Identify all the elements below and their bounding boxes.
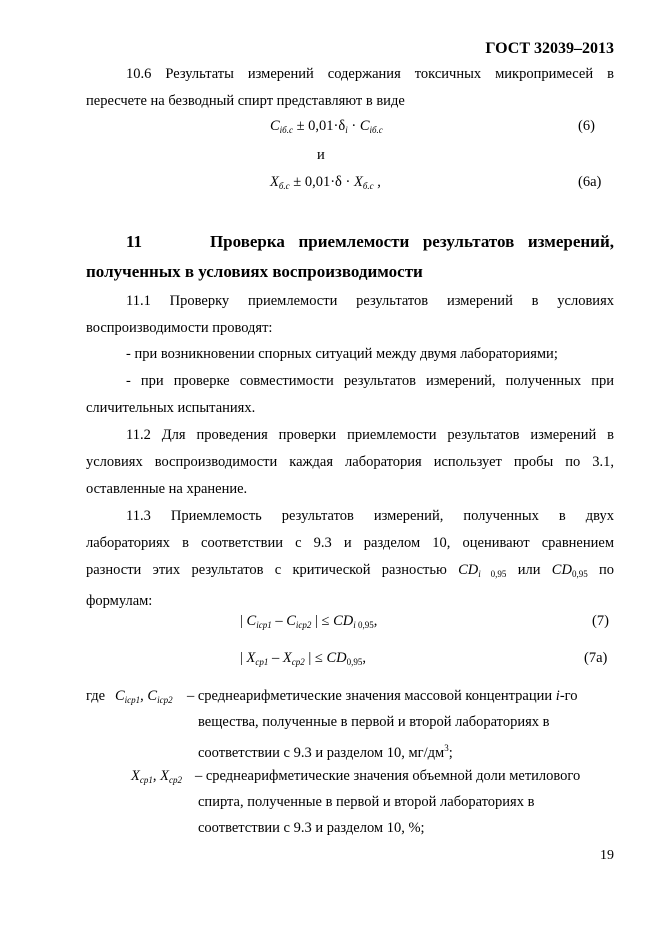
formula-6a-number: (6а) — [578, 174, 602, 190]
definition-2-line2: спирта, полученные в первой и второй лабораториях в — [198, 794, 535, 810]
definition-2-line1: – среднеарифметические значения объемной доли метилового — [195, 768, 581, 784]
definition-1-line1: – среднеарифметические значения массовой концентрации i-го — [187, 688, 578, 704]
where-lead: где — [86, 688, 106, 704]
list-item-disputes-text: - при возникновении спорных ситуаций между двумя лабораториями; — [126, 346, 558, 362]
definition-1-line3-text: соответствии с 9.3 и разделом 10, мг/дм — [198, 744, 445, 761]
definition-1-line2: вещества, полученные в первой и второй лабораториях в — [198, 714, 550, 730]
paragraph-11-1-line2: воспроизводимости проводят: — [86, 320, 273, 336]
definition-2-line3: соответствии с 9.3 и разделом 10, %; — [198, 820, 425, 836]
paragraph-11-3-line3-text: разности этих результатов с критической разностью — [86, 562, 447, 578]
paragraph-11-2-line1: 11.2 Для проведения проверки приемлемости результатов измерений в — [126, 427, 614, 443]
formula-6a: $X_{б.с} \pm 0,01\cdot\delta \cdot X_{б.с}$ , — [270, 174, 381, 191]
definition-2-symbols: $X_{cp1}$, $X_{cp2}$ — [131, 768, 182, 785]
list-item-compatibility-line1: - при проверке совместимости результатов измерений, полученных при — [126, 373, 614, 389]
paragraph-11-2-line2: условиях воспроизводимости каждая лаборатория использует пробы по 3.1, — [86, 454, 614, 470]
section-11-title-line1: Проверка приемлемости результатов измерений, — [209, 232, 615, 251]
section-11-heading — [86, 227, 614, 287]
list-item-compatibility — [86, 368, 614, 422]
paragraph-10-6 — [86, 61, 614, 115]
definition-1-symbols: $C_{icp1}$, $C_{icp2}$ — [115, 688, 173, 705]
paragraph-11-3-or: или — [517, 562, 541, 578]
paragraph-11-3-line1: 11.3 Приемлемость результатов измерений, полученных в двух — [126, 508, 614, 524]
definition-1-line3 — [198, 735, 453, 766]
paragraph-11-1 — [86, 288, 614, 342]
paragraph-11-2 — [86, 422, 614, 503]
paragraph-10-6-line1: 10.6 Результаты измерений содержания токсичных микропримесей в — [126, 66, 614, 82]
definition-1-line1-text: – среднеарифметические значения массовой концентрации — [187, 688, 553, 704]
paragraph-10-6-line2: пересчете на безводный спирт представляют в виде — [86, 93, 405, 109]
paragraph-11-3 — [86, 503, 614, 615]
list-item-compatibility-line2: сличительных испытаниях. — [86, 400, 256, 416]
conjunction-and: и — [317, 147, 325, 163]
critical-difference-i: $CD_i$ $_{0,95}$ — [458, 562, 507, 579]
formula-6: $C_{iб.с} \pm 0,01\cdot\delta_i \cdot C_{iб.с}$ — [270, 118, 383, 135]
section-11-number: 11 — [126, 232, 143, 251]
formula-7a: | $X_{cp1} - X_{cp2}$ | ≤ $CD_{0,95}$, — [240, 650, 367, 667]
formula-7a-number: (7а) — [584, 650, 608, 666]
list-item-disputes — [86, 341, 614, 368]
definition-1-end: ; — [448, 744, 453, 761]
page-number: 19 — [600, 848, 614, 863]
definition-1-sup: 3 — [444, 743, 449, 753]
paragraph-11-3-line2: лабораториях в соответствии с 9.3 и разделом 10, оценивают сравнением — [86, 535, 614, 551]
section-11-title-line2: полученных в условиях воспроизводимости — [86, 262, 423, 281]
paragraph-11-3-po: по — [599, 562, 615, 578]
paragraph-11-1-line1: 11.1 Проверку приемлемости результатов измерений в условиях — [126, 293, 614, 309]
paragraph-11-3-line3 — [86, 557, 614, 588]
standard-header: ГОСТ 32039–2013 — [485, 40, 614, 57]
definition-1-line1-end: -го — [559, 688, 578, 704]
formula-7-number: (7) — [592, 613, 609, 629]
paragraph-11-3-line4: формулам: — [86, 593, 153, 609]
formula-6-number: (6) — [578, 118, 595, 134]
paragraph-11-2-line3: оставленные на хранение. — [86, 481, 248, 497]
critical-difference: $CD_{0,95}$ — [551, 562, 588, 579]
formula-7: | $C_{icp1} - C_{icp2}$ | ≤ $CD_{i 0,95}$, — [240, 613, 378, 630]
